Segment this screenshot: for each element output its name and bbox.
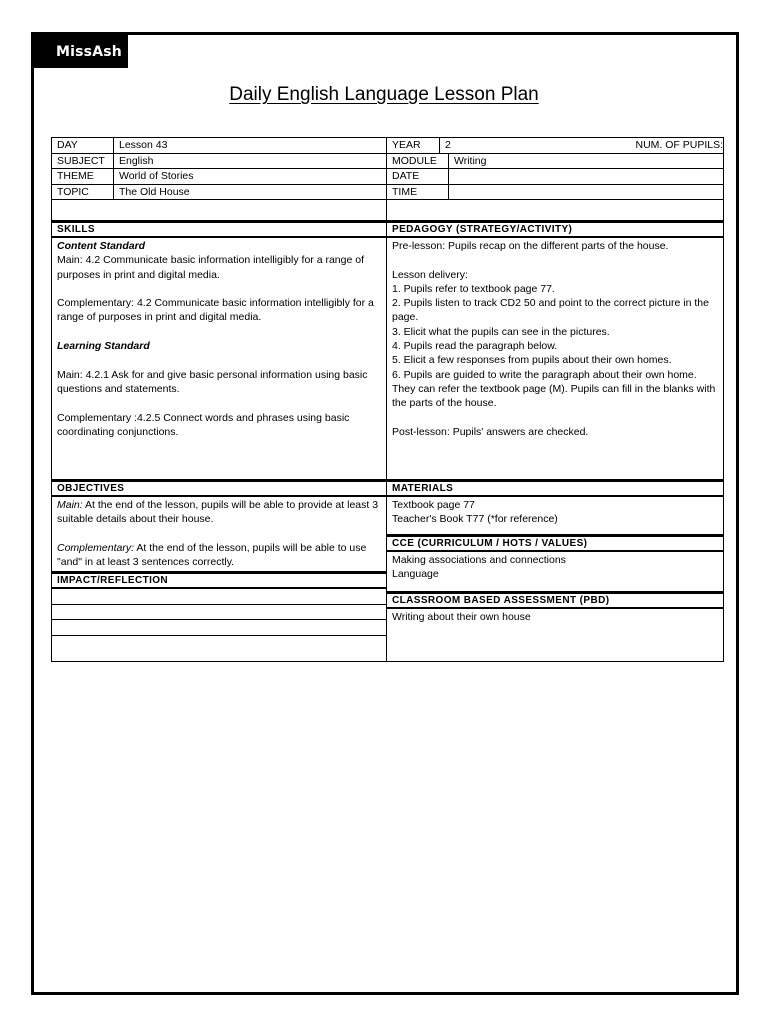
- objective-complementary: [57, 541, 381, 570]
- subject-label: SUBJECT: [52, 154, 114, 169]
- pedagogy-heading: PEDAGOGY (STRATEGY/ACTIVITY): [387, 223, 723, 238]
- subject-value: English: [119, 154, 154, 167]
- year-value: 2: [445, 139, 451, 151]
- impact-line-3: [52, 620, 386, 636]
- date-value: [449, 169, 723, 184]
- materials-heading: MATERIALS: [387, 479, 723, 497]
- module-value: Writing: [454, 154, 487, 167]
- time-value: [449, 185, 723, 200]
- info-row-day: [52, 138, 386, 154]
- material-item: Textbook page 77: [392, 499, 475, 511]
- post-lesson: Post-lesson: Pupils' answers are checked.: [392, 425, 589, 438]
- content-standard-label: Content Standard: [57, 240, 146, 252]
- pbd-text: Writing about their own house: [392, 611, 531, 623]
- pedagogy-section: [387, 238, 723, 479]
- lesson-plan-table: [51, 137, 724, 662]
- time-label: TIME: [387, 185, 449, 200]
- day-label: DAY: [52, 138, 114, 153]
- left-column: [51, 137, 387, 662]
- date-label: DATE: [387, 169, 449, 184]
- delivery-step: 1. Pupils refer to textbook page 77.: [392, 282, 555, 295]
- pbd-heading: CLASSROOM BASED ASSESSMENT (PBD): [387, 591, 723, 609]
- objectives-heading: OBJECTIVES: [52, 479, 386, 497]
- objective-main-label: Main:: [57, 499, 83, 511]
- info-row-date: [387, 169, 723, 185]
- theme-label: THEME: [52, 169, 114, 184]
- learning-main: Main: 4.2.1 Ask for and give basic personal information using basic questions and statements.: [57, 368, 368, 395]
- cce-item: Language: [392, 568, 439, 581]
- info-row-module: [387, 154, 723, 170]
- impact-line-1: [52, 589, 386, 605]
- impact-heading: IMPACT/REFLECTION: [52, 571, 386, 589]
- objectives-section: [52, 497, 386, 571]
- objective-main-text: At the end of the lesson, pupils will be able to provide at least 3 suitable details about their house.: [57, 499, 379, 526]
- right-column: [387, 137, 724, 662]
- year-label: YEAR: [387, 138, 440, 153]
- pbd-section: [387, 609, 723, 624]
- delivery-step: 3. Elicit what the pupils can see in the pictures.: [392, 325, 610, 338]
- info-row-topic: [52, 185, 386, 201]
- content-main: Main: 4.2 Communicate basic information intelligibly for a range of purposes in print and digital media.: [57, 254, 364, 281]
- materials-section: [387, 497, 723, 534]
- module-label: MODULE: [387, 154, 449, 169]
- delivery-step: 2. Pupils listen to track CD2 50 and point to the correct picture in the page.: [392, 297, 709, 324]
- topic-label: TOPIC: [52, 185, 114, 200]
- impact-line-2: [52, 605, 386, 621]
- material-item: Teacher's Book T77 (*for reference): [392, 513, 558, 526]
- delivery-step: 4. Pupils read the paragraph below.: [392, 340, 558, 353]
- skills-section: [52, 238, 386, 479]
- info-row-theme: [52, 169, 386, 185]
- delivery-step: 6. Pupils are guided to write the paragraph about their own home. They can refer the textbook page (M). Pupils can fill in the blanks with the parts of the house.: [392, 368, 716, 410]
- cce-section: [387, 552, 723, 591]
- learning-complementary: Complementary :4.2.5 Connect words and phrases using basic coordinating conjunctions.: [57, 411, 350, 438]
- day-value: Lesson 43: [119, 139, 168, 151]
- topic-value: The Old House: [119, 185, 190, 198]
- skills-heading: SKILLS: [52, 223, 386, 238]
- cce-item: Making associations and connections: [392, 554, 566, 566]
- cce-heading: CCE (CURRICULUM / HOTS / VALUES): [387, 534, 723, 552]
- theme-value: World of Stories: [119, 170, 194, 182]
- pre-lesson: Pre-lesson: Pupils recap on the different parts of the house.: [392, 240, 669, 252]
- page-title: Daily English Language Lesson Plan: [229, 84, 539, 105]
- lesson-delivery-label: Lesson delivery:: [392, 268, 468, 281]
- objective-main: [57, 498, 381, 527]
- delivery-step: 5. Elicit a few responses from pupils about their own homes.: [392, 354, 672, 367]
- objective-comp-text: At the end of the lesson, pupils will be able to use "and" in at least 3 sentences correctly.: [57, 541, 367, 569]
- blank-row: [52, 200, 386, 223]
- pupils-label: NUM. OF PUPILS:: [635, 139, 723, 151]
- learning-standard-label: Learning Standard: [57, 340, 150, 353]
- objective-comp-label: Complementary:: [57, 541, 135, 554]
- info-row-year: [387, 138, 723, 154]
- info-row-time: [387, 185, 723, 201]
- content-complementary: Complementary: 4.2 Communicate basic information intelligibly for a range of purposes in print and digital media.: [57, 297, 374, 324]
- blank-row: [387, 200, 723, 223]
- info-row-subject: [52, 154, 386, 170]
- brand-tag: MissAsh: [34, 35, 128, 68]
